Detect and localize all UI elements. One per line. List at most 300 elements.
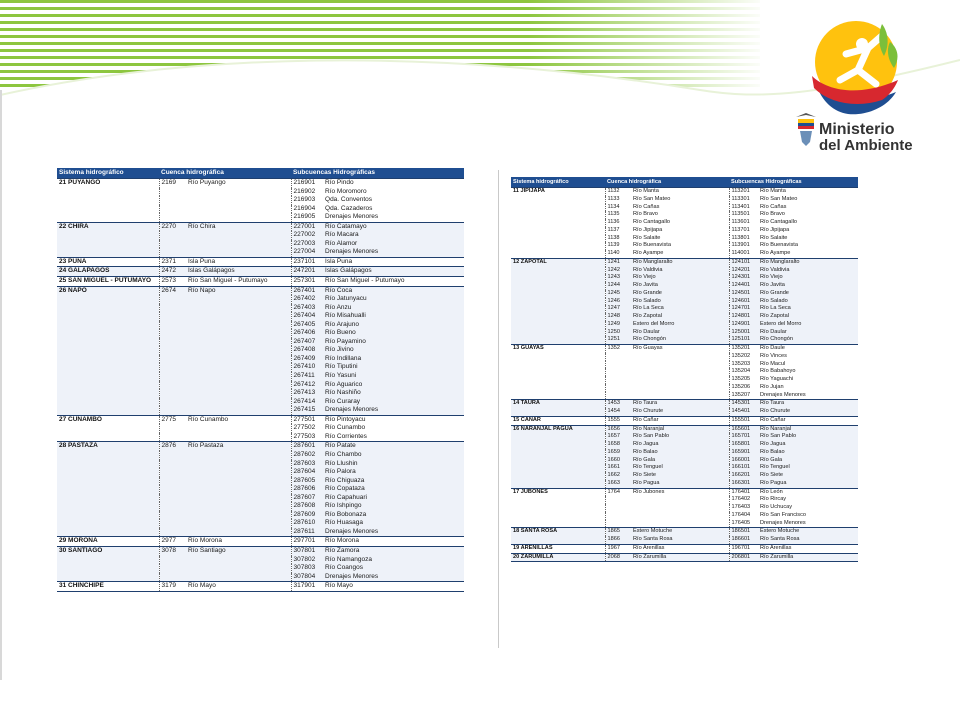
subbasin-name-cell: Río Zamora bbox=[323, 546, 464, 555]
table-row bbox=[511, 408, 858, 416]
basin-name-cell: Estero del Morro bbox=[631, 321, 729, 329]
basin-name-cell: Río Guayas bbox=[631, 345, 729, 353]
table-row bbox=[511, 433, 858, 441]
table-header-row bbox=[57, 168, 464, 179]
basin-code-cell: 1657 bbox=[605, 433, 631, 441]
basin-code-cell bbox=[605, 392, 631, 400]
subbasin-name-cell: Río Moromoro bbox=[325, 187, 367, 195]
basin-name-cell bbox=[186, 338, 291, 347]
basin-code-cell: 2775 bbox=[159, 415, 186, 424]
subbasin-name-cell: Río León bbox=[758, 488, 858, 496]
header-cuenca: Cuenca hidrográfica bbox=[159, 168, 291, 179]
basin-name-cell: Río Naranjal bbox=[631, 425, 729, 433]
basin-name-cell bbox=[186, 564, 291, 573]
subbasin-name-cell: Río Llushin bbox=[323, 460, 464, 469]
table-row bbox=[57, 231, 464, 240]
table-row bbox=[57, 222, 464, 231]
basin-name-cell: Río Zarumilla bbox=[631, 553, 729, 562]
subbasin-name-cell: Río Jipijapa bbox=[760, 226, 790, 233]
table-row bbox=[511, 416, 858, 425]
subbasin-code-cell: 216903 bbox=[291, 196, 323, 205]
system-cell bbox=[57, 381, 159, 390]
system-cell bbox=[511, 196, 605, 204]
basin-code-cell: 1454 bbox=[605, 408, 631, 416]
subbasin-name-cell: Drenajes Menores bbox=[760, 391, 806, 398]
system-cell bbox=[57, 398, 159, 407]
system-cell: 15 CAÑAR bbox=[511, 416, 605, 425]
table-row bbox=[511, 250, 858, 258]
system-cell bbox=[511, 520, 605, 528]
system-cell bbox=[57, 494, 159, 503]
subbasin-name-cell: Qda. Cazaderos bbox=[325, 204, 373, 212]
basin-name-cell: Río Chira bbox=[186, 222, 291, 231]
system-cell: 25 SAN MIGUEL - PUTUMAYO bbox=[57, 277, 159, 287]
subbasin-code-cell: 317901 bbox=[291, 582, 323, 592]
table-row bbox=[511, 376, 858, 384]
subbasin-code-cell: 196701 bbox=[729, 544, 758, 553]
subbasin-name-cell: Río Balao bbox=[758, 449, 858, 457]
system-cell bbox=[57, 248, 159, 257]
system-cell bbox=[57, 304, 159, 313]
subbasin-name-cell: Río Tenguel bbox=[758, 464, 858, 472]
basin-code-cell: 3078 bbox=[159, 546, 186, 555]
basin-name-cell: Río Daular bbox=[631, 329, 729, 337]
basin-code-cell bbox=[159, 312, 186, 321]
basin-name-cell bbox=[186, 312, 291, 321]
table-header-row bbox=[511, 177, 858, 188]
basin-name-cell bbox=[631, 520, 729, 528]
subbasin-code-cell: 176404 bbox=[729, 512, 758, 520]
system-cell bbox=[511, 480, 605, 488]
basin-name-cell bbox=[186, 511, 291, 520]
table-row bbox=[57, 188, 464, 197]
subbasin-code-cell: 113401 bbox=[729, 204, 758, 212]
basin-code-cell bbox=[159, 477, 186, 486]
basin-name-cell: Río Salaite bbox=[633, 234, 661, 241]
table-row bbox=[57, 468, 464, 477]
basin-code-cell: 1247 bbox=[605, 305, 631, 313]
subbasin-code-cell: 227002 bbox=[291, 231, 323, 240]
basin-name-cell bbox=[186, 468, 291, 477]
subbasin-code-cell: 166301 bbox=[729, 480, 758, 488]
basin-code-cell: 2977 bbox=[159, 537, 186, 547]
subbasin-code-cell: 287603 bbox=[291, 460, 323, 469]
table-row bbox=[57, 582, 464, 592]
system-cell bbox=[511, 441, 605, 449]
subbasin-name-cell: Río San Pablo bbox=[758, 433, 858, 441]
basin-name-cell bbox=[186, 502, 291, 511]
table-row bbox=[511, 196, 858, 204]
basin-name-cell: Río Jagua bbox=[631, 441, 729, 449]
basin-code-cell: 1251 bbox=[605, 336, 631, 344]
table-row bbox=[57, 312, 464, 321]
system-cell bbox=[511, 313, 605, 321]
table-row bbox=[57, 406, 464, 415]
basin-code-cell bbox=[159, 372, 186, 381]
subbasin-name-cell: Río Curaray bbox=[323, 398, 464, 407]
basin-name-cell bbox=[631, 353, 729, 361]
subbasin-code-cell: 166101 bbox=[729, 464, 758, 472]
table-row bbox=[511, 496, 858, 504]
table-row bbox=[511, 384, 858, 392]
basin-code-cell bbox=[159, 511, 186, 520]
basin-name-cell bbox=[186, 381, 291, 390]
system-cell: 11 JIPIJAPA bbox=[511, 188, 605, 196]
system-cell bbox=[57, 406, 159, 415]
subbasin-code-cell: 124801 bbox=[729, 313, 758, 321]
basin-code-cell bbox=[605, 384, 631, 392]
basin-name-cell: Río Cunambo bbox=[186, 415, 291, 424]
system-cell bbox=[57, 477, 159, 486]
subbasin-code-cell: 124701 bbox=[729, 305, 758, 313]
basin-code-cell: 2068 bbox=[605, 553, 631, 562]
table-row bbox=[511, 480, 858, 488]
basin-name-cell bbox=[186, 460, 291, 469]
subbasin-code-cell: 267415 bbox=[291, 406, 323, 415]
table-row bbox=[57, 267, 464, 277]
subbasin-code-cell: 287606 bbox=[291, 485, 323, 494]
subbasin-name-cell: Río Copataza bbox=[323, 485, 464, 494]
subbasin-code-cell: 145301 bbox=[729, 400, 758, 408]
subbasin-code-cell: 135206 bbox=[729, 384, 758, 392]
table-row bbox=[511, 544, 858, 553]
system-cell bbox=[511, 361, 605, 369]
system-cell bbox=[511, 384, 605, 392]
system-cell bbox=[511, 457, 605, 465]
basin-name-cell: Río Cañar bbox=[631, 416, 729, 425]
subbasin-name-cell: Río Jujan bbox=[760, 383, 784, 390]
subbasin-code-cell: 166201 bbox=[729, 472, 758, 480]
table-row bbox=[57, 286, 464, 295]
basin-name-cell: Río Tenguel bbox=[631, 464, 729, 472]
basin-code-cell bbox=[159, 381, 186, 390]
system-cell: 16 NARANJAL PAGUA bbox=[511, 425, 605, 433]
ministry-figure-logo bbox=[812, 21, 898, 114]
system-cell bbox=[511, 219, 605, 227]
table-row bbox=[57, 546, 464, 555]
subbasin-code-cell: 165801 bbox=[729, 441, 758, 449]
subbasin-name-cell: Río Santa Rosa bbox=[758, 536, 858, 544]
subbasin-name-cell: Río Bueno bbox=[323, 329, 464, 338]
system-cell: 19 ARENILLAS bbox=[511, 544, 605, 553]
basin-name-cell bbox=[186, 231, 291, 240]
subbasin-code-cell: 135201 bbox=[729, 345, 758, 353]
system-cell: 29 MORONA bbox=[57, 537, 159, 547]
basin-name-cell bbox=[186, 355, 291, 364]
subbasin-name-cell: Río Alamor bbox=[323, 240, 464, 249]
system-cell bbox=[57, 424, 159, 433]
basin-name-cell: Río Balao bbox=[631, 449, 729, 457]
subbasin-name-cell: Río Ayampe bbox=[760, 250, 791, 256]
system-cell: 13 GUAYAS bbox=[511, 345, 605, 353]
basin-code-cell: 1764 bbox=[605, 488, 631, 496]
subbasin-name-cell: Río Grande bbox=[758, 290, 858, 298]
system-cell bbox=[57, 485, 159, 494]
subbasin-name-cell: Río Salado bbox=[758, 298, 858, 306]
basin-name-cell bbox=[186, 556, 291, 565]
basin-name-cell: Río San Pablo bbox=[631, 433, 729, 441]
system-cell bbox=[511, 290, 605, 298]
basin-code-cell bbox=[159, 346, 186, 355]
subbasin-code-cell: 247201 bbox=[291, 267, 323, 277]
subbasin-name-cell: Río Rircay bbox=[760, 496, 787, 503]
basin-code-cell: 1135 bbox=[605, 211, 631, 219]
basin-code-cell bbox=[159, 295, 186, 304]
basin-name-cell bbox=[186, 188, 291, 197]
subbasin-name-cell: Río Anzu bbox=[323, 304, 464, 313]
subbasin-code-cell: 267402 bbox=[291, 295, 323, 304]
system-cell bbox=[511, 376, 605, 384]
system-cell bbox=[511, 433, 605, 441]
basin-name-cell: Río Puyango bbox=[186, 179, 291, 188]
table-row bbox=[511, 512, 858, 520]
basin-code-cell: 1137 bbox=[605, 227, 631, 235]
basin-name-cell: Río Jipijapa bbox=[633, 226, 663, 233]
subbasin-name-cell: Río Pintoyacu bbox=[323, 415, 464, 424]
system-cell bbox=[511, 204, 605, 212]
subbasin-code-cell: 166001 bbox=[729, 457, 758, 465]
system-cell: 30 SANTIAGO bbox=[57, 546, 159, 555]
table-row bbox=[57, 502, 464, 511]
system-cell: 27 CUNAMBO bbox=[57, 415, 159, 424]
basin-code-cell: 1661 bbox=[605, 464, 631, 472]
subbasin-code-cell: 267404 bbox=[291, 312, 323, 321]
table-row bbox=[57, 528, 464, 537]
basin-name-cell: Río Salado bbox=[631, 298, 729, 306]
basin-name-cell bbox=[186, 213, 291, 222]
table-row bbox=[511, 488, 858, 496]
system-cell bbox=[57, 363, 159, 372]
system-cell bbox=[511, 250, 605, 258]
header-subcuencas: Subcuencas Hidrográficas bbox=[729, 177, 858, 188]
system-cell: 20 ZARUMILLA bbox=[511, 553, 605, 562]
system-cell bbox=[57, 240, 159, 249]
right-table-body bbox=[511, 188, 858, 562]
logo-line-1: Ministerio bbox=[819, 121, 895, 138]
subbasin-code-cell: 216902 bbox=[291, 188, 323, 197]
basin-code-cell: 2472 bbox=[159, 267, 186, 277]
subbasin-code-cell: 287605 bbox=[291, 477, 323, 486]
subbasin-name-cell: Río Taura bbox=[758, 400, 858, 408]
basin-name-cell bbox=[186, 398, 291, 407]
subbasin-name-cell: Río Vinces bbox=[760, 352, 787, 359]
left-table-body bbox=[57, 179, 464, 592]
subbasin-code-cell: 227004 bbox=[291, 248, 323, 257]
basin-code-cell bbox=[159, 389, 186, 398]
system-cell bbox=[57, 329, 159, 338]
subbasin-name-cell: Río Nashiño bbox=[323, 389, 464, 398]
subbasin-code-cell: 287602 bbox=[291, 451, 323, 460]
table-row bbox=[511, 392, 858, 400]
basin-code-cell: 1138 bbox=[605, 235, 631, 243]
subbasin-code-cell: 307802 bbox=[291, 556, 323, 565]
basin-name-cell: Río Cantagallo bbox=[633, 219, 671, 225]
basin-code-cell bbox=[605, 504, 631, 512]
table-row bbox=[511, 267, 858, 275]
table-row bbox=[57, 355, 464, 364]
basin-name-cell bbox=[186, 451, 291, 460]
basin-code-cell: 1967 bbox=[605, 544, 631, 553]
subbasin-name-cell: Río Corrientes bbox=[325, 432, 367, 440]
subbasin-code-cell: 287610 bbox=[291, 519, 323, 528]
system-cell bbox=[511, 298, 605, 306]
table-row bbox=[57, 573, 464, 582]
system-cell bbox=[511, 512, 605, 520]
basin-name-cell: Río Santa Rosa bbox=[631, 536, 729, 544]
basin-name-cell: Río Manglaralto bbox=[631, 258, 729, 266]
subbasin-name-cell: Río Daular bbox=[758, 329, 858, 337]
basin-name-cell bbox=[631, 384, 729, 392]
table-row bbox=[511, 457, 858, 465]
basin-name-cell: Río San Mateo bbox=[633, 195, 671, 202]
subbasin-name-cell: Río Cañas bbox=[760, 203, 787, 210]
subbasin-code-cell: 237101 bbox=[291, 257, 323, 267]
basin-code-cell bbox=[159, 196, 186, 205]
subbasin-name-cell: Río Churute bbox=[758, 408, 858, 416]
basin-name-cell: Río Chongón bbox=[631, 336, 729, 344]
table-row bbox=[511, 425, 858, 433]
subbasin-name-cell: Río Cunambo bbox=[325, 424, 366, 432]
system-cell bbox=[57, 573, 159, 582]
system-cell: 12 ZAPOTAL bbox=[511, 258, 605, 266]
basin-name-cell: Río Morona bbox=[186, 537, 291, 547]
table-row bbox=[511, 528, 858, 536]
system-cell bbox=[57, 556, 159, 565]
table-row bbox=[511, 504, 858, 512]
subbasin-code-cell: 113801 bbox=[729, 235, 758, 243]
subbasin-code-cell: 216901 bbox=[291, 179, 323, 188]
basin-code-cell bbox=[605, 361, 631, 369]
system-cell bbox=[57, 528, 159, 537]
table-row bbox=[511, 520, 858, 528]
subbasin-code-cell: 165901 bbox=[729, 449, 758, 457]
system-cell bbox=[57, 196, 159, 205]
basin-code-cell bbox=[159, 406, 186, 415]
basin-code-cell: 1248 bbox=[605, 313, 631, 321]
basin-name-cell: Río Arenillas bbox=[631, 544, 729, 553]
basin-code-cell: 1134 bbox=[605, 204, 631, 212]
system-cell bbox=[57, 321, 159, 330]
system-cell bbox=[511, 211, 605, 219]
subbasin-code-cell: 186501 bbox=[729, 528, 758, 536]
basin-name-cell bbox=[631, 361, 729, 369]
basin-code-cell bbox=[159, 240, 186, 249]
basin-code-cell: 1555 bbox=[605, 416, 631, 425]
subbasin-code-cell: 206801 bbox=[729, 553, 758, 562]
table-row bbox=[511, 290, 858, 298]
basin-code-cell: 1246 bbox=[605, 298, 631, 306]
basin-name-cell: Río Bravo bbox=[633, 211, 658, 218]
system-cell bbox=[57, 460, 159, 469]
system-cell bbox=[511, 336, 605, 344]
subbasin-name-cell: Río Coca bbox=[323, 286, 464, 295]
basin-name-cell bbox=[186, 573, 291, 582]
basin-code-cell: 1243 bbox=[605, 274, 631, 282]
table-row bbox=[57, 494, 464, 503]
subbasin-name-cell: Río Cantagallo bbox=[760, 219, 798, 225]
system-cell: 18 SANTA ROSA bbox=[511, 528, 605, 536]
subbasin-name-cell: Río Babahoyo bbox=[760, 368, 796, 375]
system-cell: 26 NAPO bbox=[57, 286, 159, 295]
subbasin-name-cell: Río Pindo bbox=[323, 179, 464, 188]
basin-code-cell: 1140 bbox=[605, 250, 631, 258]
system-cell bbox=[511, 472, 605, 480]
basin-code-cell bbox=[159, 304, 186, 313]
subbasin-name-cell: Río Manglaralto bbox=[758, 258, 858, 266]
subbasin-name-cell: Estero Motuche bbox=[758, 528, 858, 536]
system-cell: 21 PUYANGO bbox=[57, 179, 159, 188]
basin-code-cell: 2674 bbox=[159, 286, 186, 295]
system-cell bbox=[511, 536, 605, 544]
basin-code-cell: 1245 bbox=[605, 290, 631, 298]
table-row bbox=[57, 556, 464, 565]
subbasin-code-cell: 176402 bbox=[729, 496, 758, 504]
subbasin-code-cell: 135205 bbox=[729, 376, 758, 384]
subbasin-name-cell: Río Patate bbox=[323, 442, 464, 451]
table-row bbox=[57, 277, 464, 287]
subbasin-code-cell: 135204 bbox=[729, 368, 758, 376]
subbasin-name-cell: Río Jivino bbox=[323, 346, 464, 355]
table-row bbox=[511, 321, 858, 329]
system-cell bbox=[57, 355, 159, 364]
system-cell: 24 GALAPAGOS bbox=[57, 267, 159, 277]
basin-code-cell: 1250 bbox=[605, 329, 631, 337]
subbasin-name-cell: Río Arenillas bbox=[758, 544, 858, 553]
subbasin-code-cell: 267406 bbox=[291, 329, 323, 338]
table-row bbox=[57, 346, 464, 355]
basin-name-cell bbox=[186, 485, 291, 494]
table-row bbox=[511, 368, 858, 376]
system-cell bbox=[57, 451, 159, 460]
subbasin-code-cell: 124901 bbox=[729, 321, 758, 329]
subbasin-name-cell: Drenajes Menores bbox=[323, 406, 464, 415]
subbasin-name-cell: Río Jatunyacu bbox=[323, 295, 464, 304]
subbasin-code-cell: 257301 bbox=[291, 277, 323, 287]
basin-name-cell: Río San Miguel - Putumayo bbox=[186, 277, 291, 287]
subbasin-name-cell: Río Pagua bbox=[758, 480, 858, 488]
table-row bbox=[57, 196, 464, 205]
table-row bbox=[57, 477, 464, 486]
system-cell bbox=[57, 502, 159, 511]
subbasin-name-cell: Río Palora bbox=[323, 468, 464, 477]
header-sistema: Sistema hidrográfico bbox=[511, 177, 605, 188]
table-row bbox=[511, 227, 858, 235]
subbasin-name-cell: Río Chiguaza bbox=[323, 477, 464, 486]
basin-name-cell bbox=[186, 372, 291, 381]
table-row bbox=[57, 381, 464, 390]
basin-code-cell bbox=[159, 231, 186, 240]
basin-code-cell: 1244 bbox=[605, 282, 631, 290]
system-cell bbox=[57, 372, 159, 381]
basin-name-cell bbox=[631, 512, 729, 520]
system-cell bbox=[57, 231, 159, 240]
system-cell bbox=[511, 242, 605, 250]
table-row bbox=[511, 258, 858, 266]
system-cell bbox=[57, 511, 159, 520]
subbasin-code-cell: 135207 bbox=[729, 392, 758, 400]
basin-code-cell: 2371 bbox=[159, 257, 186, 267]
basin-code-cell: 3179 bbox=[159, 582, 186, 592]
table-row bbox=[511, 464, 858, 472]
system-cell bbox=[57, 433, 159, 442]
basin-name-cell: Estero Motuche bbox=[631, 528, 729, 536]
subbasin-code-cell: 113901 bbox=[729, 242, 758, 250]
subbasin-name-cell: Islas Galápagos bbox=[323, 267, 464, 277]
table-row bbox=[57, 398, 464, 407]
basin-code-cell bbox=[159, 205, 186, 214]
subbasin-code-cell: 267405 bbox=[291, 321, 323, 330]
basin-name-cell: Río Viejo bbox=[631, 274, 729, 282]
